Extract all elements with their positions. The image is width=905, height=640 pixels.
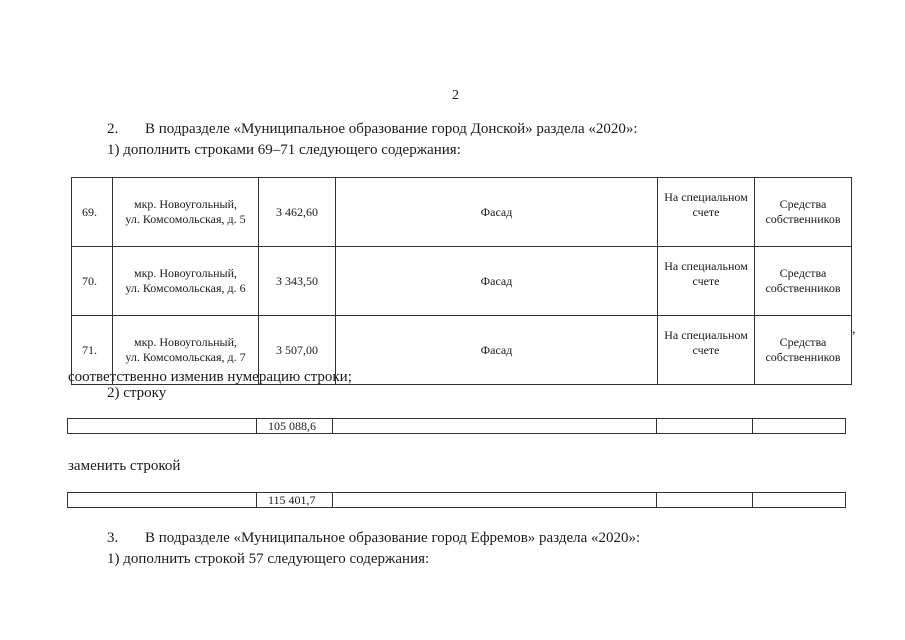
row-amount: 3 343,50 [259, 247, 336, 316]
old-row-table [67, 418, 846, 434]
account-line-1: На специальном [664, 259, 748, 273]
old-row-cell-empty [753, 419, 846, 434]
row-work-type: Фасад [336, 247, 658, 316]
row-work-type: Фасад [336, 178, 658, 247]
address-line-2: ул. Комсомольская, д. 7 [125, 350, 246, 364]
row-funding-source [755, 316, 852, 385]
section-2-item-2: 2) строку [107, 385, 167, 401]
source-line-2: собственников [765, 350, 841, 364]
address-line-1: мкр. Новоугольный, [133, 335, 238, 349]
new-row-cell-empty [657, 493, 753, 508]
account-line-2: счете [692, 343, 720, 357]
section-2-item-1: 1) дополнить строками 69–71 следующего содержания: [107, 142, 461, 158]
table-trailing-comma: , [852, 322, 856, 337]
replace-with-label: заменить строкой [68, 458, 181, 474]
section-3-heading: В подразделе «Муниципальное образование город Ефремов» раздела «2020»: [145, 530, 641, 546]
account-line-1: На специальном [664, 328, 748, 342]
section-2-number: 2. [107, 121, 119, 137]
row-number: 69. [72, 178, 113, 247]
table-row [72, 178, 852, 247]
source-line-1: Средства [779, 197, 827, 211]
section-3-item-1: 1) дополнить строкой 57 следующего содержания: [107, 551, 430, 567]
row-address [113, 247, 259, 316]
row-number: 71. [72, 316, 113, 385]
account-line-2: счете [692, 205, 720, 219]
account-line-2: счете [692, 274, 720, 288]
section-3-number: 3. [107, 530, 119, 546]
row-account [658, 316, 755, 385]
source-line-1: Средства [779, 266, 827, 280]
old-row-value: 105 088,6 [257, 419, 333, 434]
row-funding-source [755, 247, 852, 316]
new-row-cell-empty [333, 493, 657, 508]
source-line-1: Средства [779, 335, 827, 349]
row-address [113, 178, 259, 247]
section-2-heading: В подразделе «Муниципальное образование город Донской» раздела «2020»: [145, 121, 638, 137]
row-number: 70. [72, 247, 113, 316]
old-row-cell-empty [68, 419, 257, 434]
address-line-2: ул. Комсомольская, д. 6 [125, 281, 246, 295]
row-account [658, 178, 755, 247]
additions-table [71, 177, 852, 385]
new-row-table [67, 492, 846, 508]
row-amount: 3 507,00 [259, 316, 336, 385]
table-row [72, 247, 852, 316]
new-row-value: 115 401,7 [257, 493, 333, 508]
page-number: 2 [452, 88, 459, 103]
account-line-1: На специальном [664, 190, 748, 204]
address-line-1: мкр. Новоугольный, [133, 197, 238, 211]
old-row-cell-empty [657, 419, 753, 434]
source-line-2: собственников [765, 281, 841, 295]
renumber-note: соответственно изменив нумерацию строки; [68, 369, 352, 385]
new-row-cell-empty [753, 493, 846, 508]
row-account [658, 247, 755, 316]
row-work-type: Фасад [336, 316, 658, 385]
old-row-cell-empty [333, 419, 657, 434]
address-line-1: мкр. Новоугольный, [133, 266, 238, 280]
row-funding-source [755, 178, 852, 247]
source-line-2: собственников [765, 212, 841, 226]
row-amount: 3 462,60 [259, 178, 336, 247]
address-line-2: ул. Комсомольская, д. 5 [125, 212, 246, 226]
new-row-cell-empty [68, 493, 257, 508]
